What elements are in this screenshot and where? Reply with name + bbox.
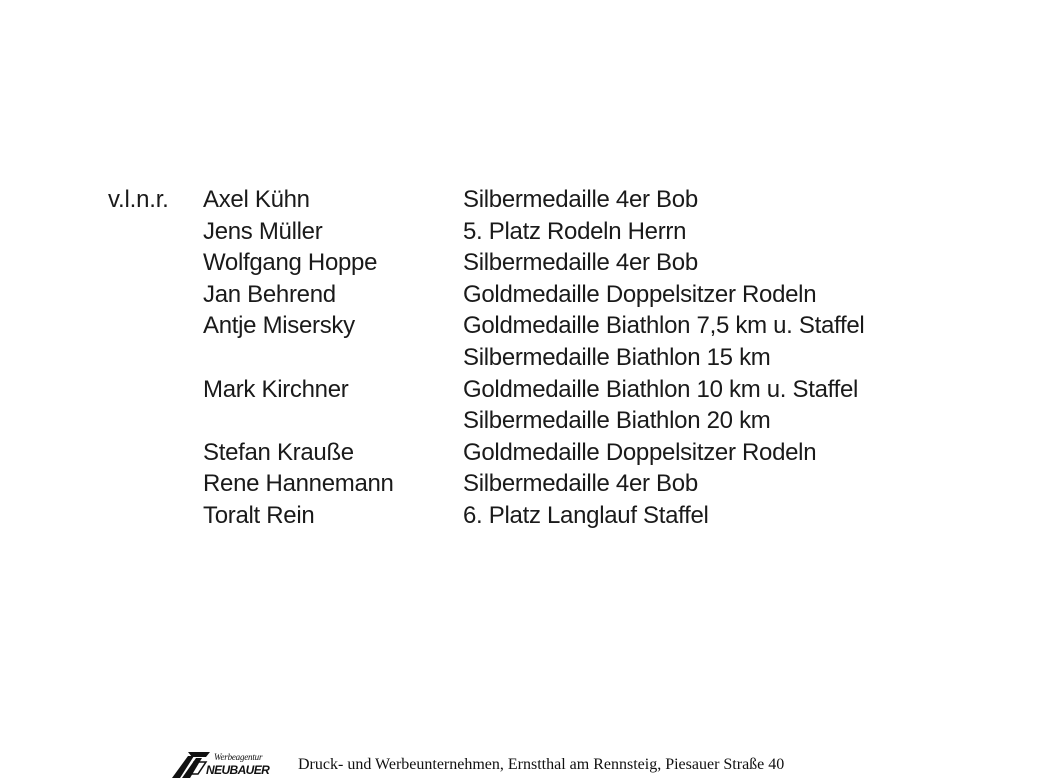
athlete-name: Axel Kühn (203, 186, 310, 213)
athlete-name: Antje Misersky (203, 312, 355, 340)
athlete-result: 6. Platz Langlauf Staffel (463, 501, 709, 529)
athlete-names-list (203, 184, 394, 532)
logo-line2: NEUBAUER (206, 763, 270, 777)
caption-prefix: v.l.n.r. (108, 186, 169, 213)
athlete-result: Silbermedaille 4er Bob (463, 470, 698, 498)
logo-line1: Werbeagentur (214, 752, 263, 762)
athlete-result: Goldmedaille Doppelsitzer Rodeln (463, 438, 817, 466)
athlete-result: Goldmedaille Biathlon 7,5 km u. Staffel (463, 312, 865, 340)
athlete-result: Goldmedaille Doppelsitzer Rodeln (463, 280, 817, 308)
athlete-name: Jan Behrend (203, 280, 336, 308)
athlete-result: Silbermedaille Biathlon 20 km (463, 407, 771, 435)
athlete-results-list (463, 184, 864, 532)
athlete-result: Silbermedaille 4er Bob (463, 186, 698, 213)
agency-logo (170, 748, 296, 778)
athlete-name: Jens Müller (203, 217, 323, 245)
athlete-name: Rene Hannemann (203, 470, 394, 498)
athlete-result: Goldmedaille Biathlon 10 km u. Staffel (463, 375, 859, 403)
footer (170, 748, 784, 778)
athlete-name: Wolfgang Hoppe (203, 249, 378, 277)
athlete-name: Stefan Krauße (203, 438, 354, 466)
athlete-result: 5. Platz Rodeln Herrn (463, 217, 687, 245)
athlete-name (203, 405, 394, 437)
footer-text: Druck- und Werbeunternehmen, Ernstthal am Rennsteig, Piesauer Straße 40 (298, 756, 785, 773)
athlete-result: Silbermedaille 4er Bob (463, 249, 698, 277)
athlete-name: Toralt Rein (203, 501, 315, 529)
athlete-result: Silbermedaille Biathlon 15 km (463, 343, 771, 371)
athlete-name: Mark Kirchner (203, 375, 349, 403)
athlete-name (203, 342, 394, 374)
